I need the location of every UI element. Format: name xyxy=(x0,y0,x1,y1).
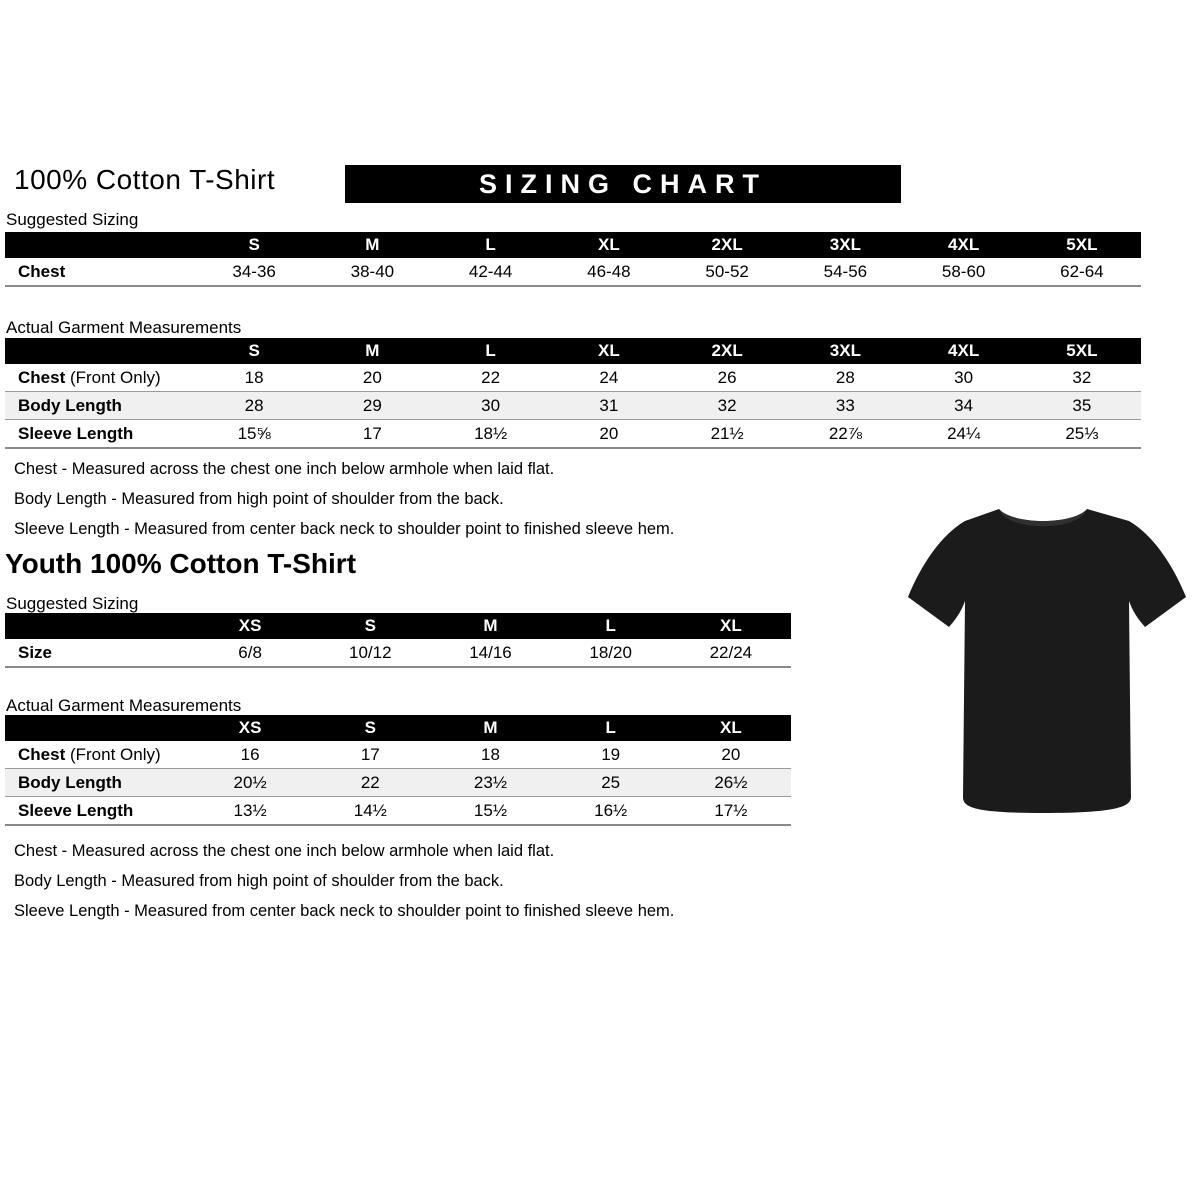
row-label: Sleeve Length xyxy=(5,420,195,449)
measurement-value: 6/8 xyxy=(190,639,310,667)
row-label: Chest xyxy=(5,258,195,286)
sizing-chart-banner-label: SIZING CHART xyxy=(479,168,767,199)
measurement-value: 22⅞ xyxy=(786,420,904,449)
measurement-value: 29 xyxy=(313,392,431,420)
size-column-header: XL xyxy=(550,338,668,364)
adult-suggested-sizing-label: Suggested Sizing xyxy=(6,210,139,229)
adult-actual-table xyxy=(5,338,1141,449)
measurement-value: 58-60 xyxy=(905,258,1023,286)
size-column-header: XS xyxy=(190,715,310,741)
size-column-header: 4XL xyxy=(905,232,1023,258)
size-column-header: 2XL xyxy=(668,338,786,364)
table-corner-cell xyxy=(5,715,190,741)
measurement-value: 20½ xyxy=(190,769,310,797)
measurement-value: 30 xyxy=(432,392,550,420)
size-column-header: XL xyxy=(671,715,791,741)
row-label: Body Length xyxy=(5,392,195,420)
measurement-value: 25 xyxy=(551,769,671,797)
measurement-value: 20 xyxy=(671,741,791,769)
measurement-value: 26½ xyxy=(671,769,791,797)
measurement-value: 20 xyxy=(313,364,431,392)
size-column-header: L xyxy=(551,715,671,741)
sizing-chart-banner xyxy=(345,165,901,203)
table-corner-cell xyxy=(5,338,195,364)
measurement-value: 22 xyxy=(432,364,550,392)
tshirt-product-image xyxy=(893,468,1193,840)
measurement-value: 30 xyxy=(905,364,1023,392)
size-column-header: S xyxy=(310,715,430,741)
measurement-value: 32 xyxy=(668,392,786,420)
tshirt-svg xyxy=(893,468,1193,840)
measurement-value: 16½ xyxy=(551,797,671,826)
measurement-value: 14½ xyxy=(310,797,430,826)
adult-suggested-table xyxy=(5,232,1141,287)
measurement-value: 16 xyxy=(190,741,310,769)
measurement-value: 10/12 xyxy=(310,639,430,667)
size-column-header: L xyxy=(551,613,671,639)
row-label: Chest (Front Only) xyxy=(5,741,190,769)
row-label: Sleeve Length xyxy=(5,797,190,826)
table-row xyxy=(5,797,791,826)
size-column-header: XS xyxy=(190,613,310,639)
adult-measurement-notes xyxy=(14,460,674,550)
table-row xyxy=(5,769,791,797)
table-corner-cell xyxy=(5,232,195,258)
size-column-header: XL xyxy=(550,232,668,258)
size-column-header: S xyxy=(195,232,313,258)
measurement-value: 15½ xyxy=(430,797,550,826)
measurement-value: 35 xyxy=(1023,392,1141,420)
measurement-value: 32 xyxy=(1023,364,1141,392)
size-column-header: 3XL xyxy=(786,232,904,258)
measurement-value: 31 xyxy=(550,392,668,420)
youth-section-title: Youth 100% Cotton T-Shirt xyxy=(5,548,357,579)
measurement-value: 15⅝ xyxy=(195,420,313,449)
size-column-header: M xyxy=(430,715,550,741)
adult-actual-measurements-label: Actual Garment Measurements xyxy=(6,318,242,337)
size-column-header: L xyxy=(432,232,550,258)
measurement-value: 21½ xyxy=(668,420,786,449)
tshirt-body xyxy=(908,509,1186,813)
note-sleeve-length: Sleeve Length - Measured from center back neck to shoulder point to finished sleeve hem. xyxy=(14,902,675,920)
measurement-value: 42-44 xyxy=(432,258,550,286)
note-chest: Chest - Measured across the chest one inch below armhole when laid flat. xyxy=(14,460,555,478)
adult-actual-table-wrap xyxy=(5,338,1141,449)
measurement-value: 18 xyxy=(195,364,313,392)
note-body-length: Body Length - Measured from high point of shoulder from the back. xyxy=(14,490,504,508)
measurement-value: 28 xyxy=(786,364,904,392)
youth-actual-table xyxy=(5,715,791,826)
measurement-value: 20 xyxy=(550,420,668,449)
measurement-value: 17 xyxy=(313,420,431,449)
measurement-value: 18 xyxy=(430,741,550,769)
measurement-value: 34 xyxy=(905,392,1023,420)
table-row xyxy=(5,639,791,667)
measurement-value: 33 xyxy=(786,392,904,420)
measurement-value: 18½ xyxy=(432,420,550,449)
size-column-header: S xyxy=(195,338,313,364)
measurement-value: 17 xyxy=(310,741,430,769)
measurement-value: 24 xyxy=(550,364,668,392)
measurement-value: 18/20 xyxy=(551,639,671,667)
measurement-value: 17½ xyxy=(671,797,791,826)
size-column-header: M xyxy=(430,613,550,639)
youth-suggested-table xyxy=(5,613,791,668)
size-column-header: 3XL xyxy=(786,338,904,364)
measurement-value: 62-64 xyxy=(1023,258,1141,286)
measurement-value: 26 xyxy=(668,364,786,392)
table-row xyxy=(5,420,1141,449)
measurement-value: 24¼ xyxy=(905,420,1023,449)
table-corner-cell xyxy=(5,613,190,639)
measurement-value: 54-56 xyxy=(786,258,904,286)
measurement-value: 46-48 xyxy=(550,258,668,286)
measurement-value: 23½ xyxy=(430,769,550,797)
measurement-value: 22 xyxy=(310,769,430,797)
measurement-value: 19 xyxy=(551,741,671,769)
measurement-value: 14/16 xyxy=(430,639,550,667)
measurement-value: 28 xyxy=(195,392,313,420)
size-column-header: M xyxy=(313,338,431,364)
youth-actual-measurements-label: Actual Garment Measurements xyxy=(6,696,242,715)
row-label: Chest (Front Only) xyxy=(5,364,195,392)
measurement-value: 13½ xyxy=(190,797,310,826)
note-chest: Chest - Measured across the chest one inch below armhole when laid flat. xyxy=(14,842,555,860)
row-label: Body Length xyxy=(5,769,190,797)
row-label: Size xyxy=(5,639,190,667)
adult-suggested-table-wrap xyxy=(5,232,1141,287)
youth-suggested-sizing-label: Suggested Sizing xyxy=(6,594,139,613)
note-body-length: Body Length - Measured from high point of shoulder from the back. xyxy=(14,872,504,890)
size-column-header: 5XL xyxy=(1023,338,1141,364)
measurement-value: 50-52 xyxy=(668,258,786,286)
size-column-header: L xyxy=(432,338,550,364)
youth-actual-table-wrap xyxy=(5,715,791,826)
size-column-header: 2XL xyxy=(668,232,786,258)
table-row xyxy=(5,258,1141,286)
size-column-header: 4XL xyxy=(905,338,1023,364)
measurement-value: 22/24 xyxy=(671,639,791,667)
table-row xyxy=(5,364,1141,392)
size-column-header: 5XL xyxy=(1023,232,1141,258)
size-column-header: M xyxy=(313,232,431,258)
note-sleeve-length: Sleeve Length - Measured from center back neck to shoulder point to finished sleeve hem. xyxy=(14,520,675,538)
adult-section-title: 100% Cotton T-Shirt xyxy=(14,164,276,195)
measurement-value: 38-40 xyxy=(313,258,431,286)
table-row xyxy=(5,741,791,769)
measurement-value: 34-36 xyxy=(195,258,313,286)
table-row xyxy=(5,392,1141,420)
size-column-header: XL xyxy=(671,613,791,639)
size-column-header: S xyxy=(310,613,430,639)
youth-measurement-notes xyxy=(14,842,674,932)
measurement-value: 25⅓ xyxy=(1023,420,1141,449)
youth-suggested-table-wrap xyxy=(5,613,791,668)
